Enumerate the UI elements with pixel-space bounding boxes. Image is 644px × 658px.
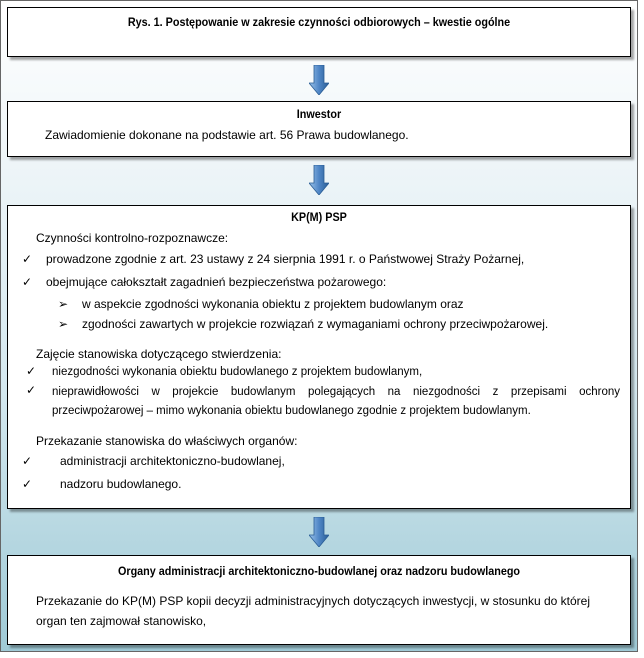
section2-heading: Zajęcie stanowiska dotyczącego stwierdzenia: [36,347,282,361]
list-subitem: ➢ zgodności zawartych w projekcie rozwiązań z wymaganiami ochrony przeciwpożarowej. [58,317,549,331]
flow-arrow-3 [309,517,329,547]
list-subitem: ➢ w aspekcie zgodności wykonania obiektu z projektem budowlanym oraz [58,297,464,311]
check-icon: ✓ [22,275,33,289]
figure-title: Rys. 1. Postępowanie w zakresie czynności odbiorowych – kwestie ogólne [127,15,511,29]
investor-text: Zawiadomienie dokonane na podstawie art. 56 Prawa budowlanego. [45,128,409,142]
flow-arrow-2 [309,165,329,195]
authorities-text: Przekazanie do KP(M) PSP kopii decyzji administracyjnych dotyczących inwestycji, w stosunku do której organ ten zajmował stanowisko, [36,594,591,628]
kpm-psp-title: KP(M) PSP [291,210,347,224]
check-icon: ✓ [26,383,37,397]
list-item: ✓ nadzoru budowlanego. [22,477,182,491]
list-item: ✓ nieprawidłowości w projekcie budowlanym polegających na niezgodności z przepisami ochrony przeciwpożarowej – mimo wykonania obiektu budowlanego zgodnie z projektem budowlanym. [26,383,620,417]
list-item: ✓ administracji architektoniczno-budowlanej, [22,454,285,468]
check-icon: ✓ [22,454,33,468]
investor-title: Inwestor [296,107,342,121]
list-item: ✓ obejmujące całokształt zagadnień bezpieczeństwa pożarowego: [22,275,387,289]
authorities-box [7,555,631,645]
check-icon: ✓ [26,364,37,378]
arrowhead-bullet-icon: ➢ [58,297,69,311]
check-icon: ✓ [22,252,33,266]
investor-box [7,101,631,157]
arrowhead-bullet-icon: ➢ [58,317,69,331]
authorities-title: Organy administracji architektoniczno-budowlanej oraz nadzoru budowlanego [117,564,521,578]
figure-title-box [7,7,631,57]
section3-heading: Przekazanie stanowiska do właściwych organów: [36,434,298,448]
list-item: ✓ niezgodności wykonania obiektu budowlanego z projektem budowlanym, [26,364,423,378]
section1-heading: Czynności kontrolno-rozpoznawcze: [36,231,229,245]
list-item: ✓ prowadzone zgodnie z art. 23 ustawy z 24 sierpnia 1991 r. o Państwowej Straży Pożarnej, [22,252,525,266]
kpm-psp-box [7,205,631,509]
check-icon: ✓ [22,477,33,491]
flow-arrow-1 [309,65,329,95]
